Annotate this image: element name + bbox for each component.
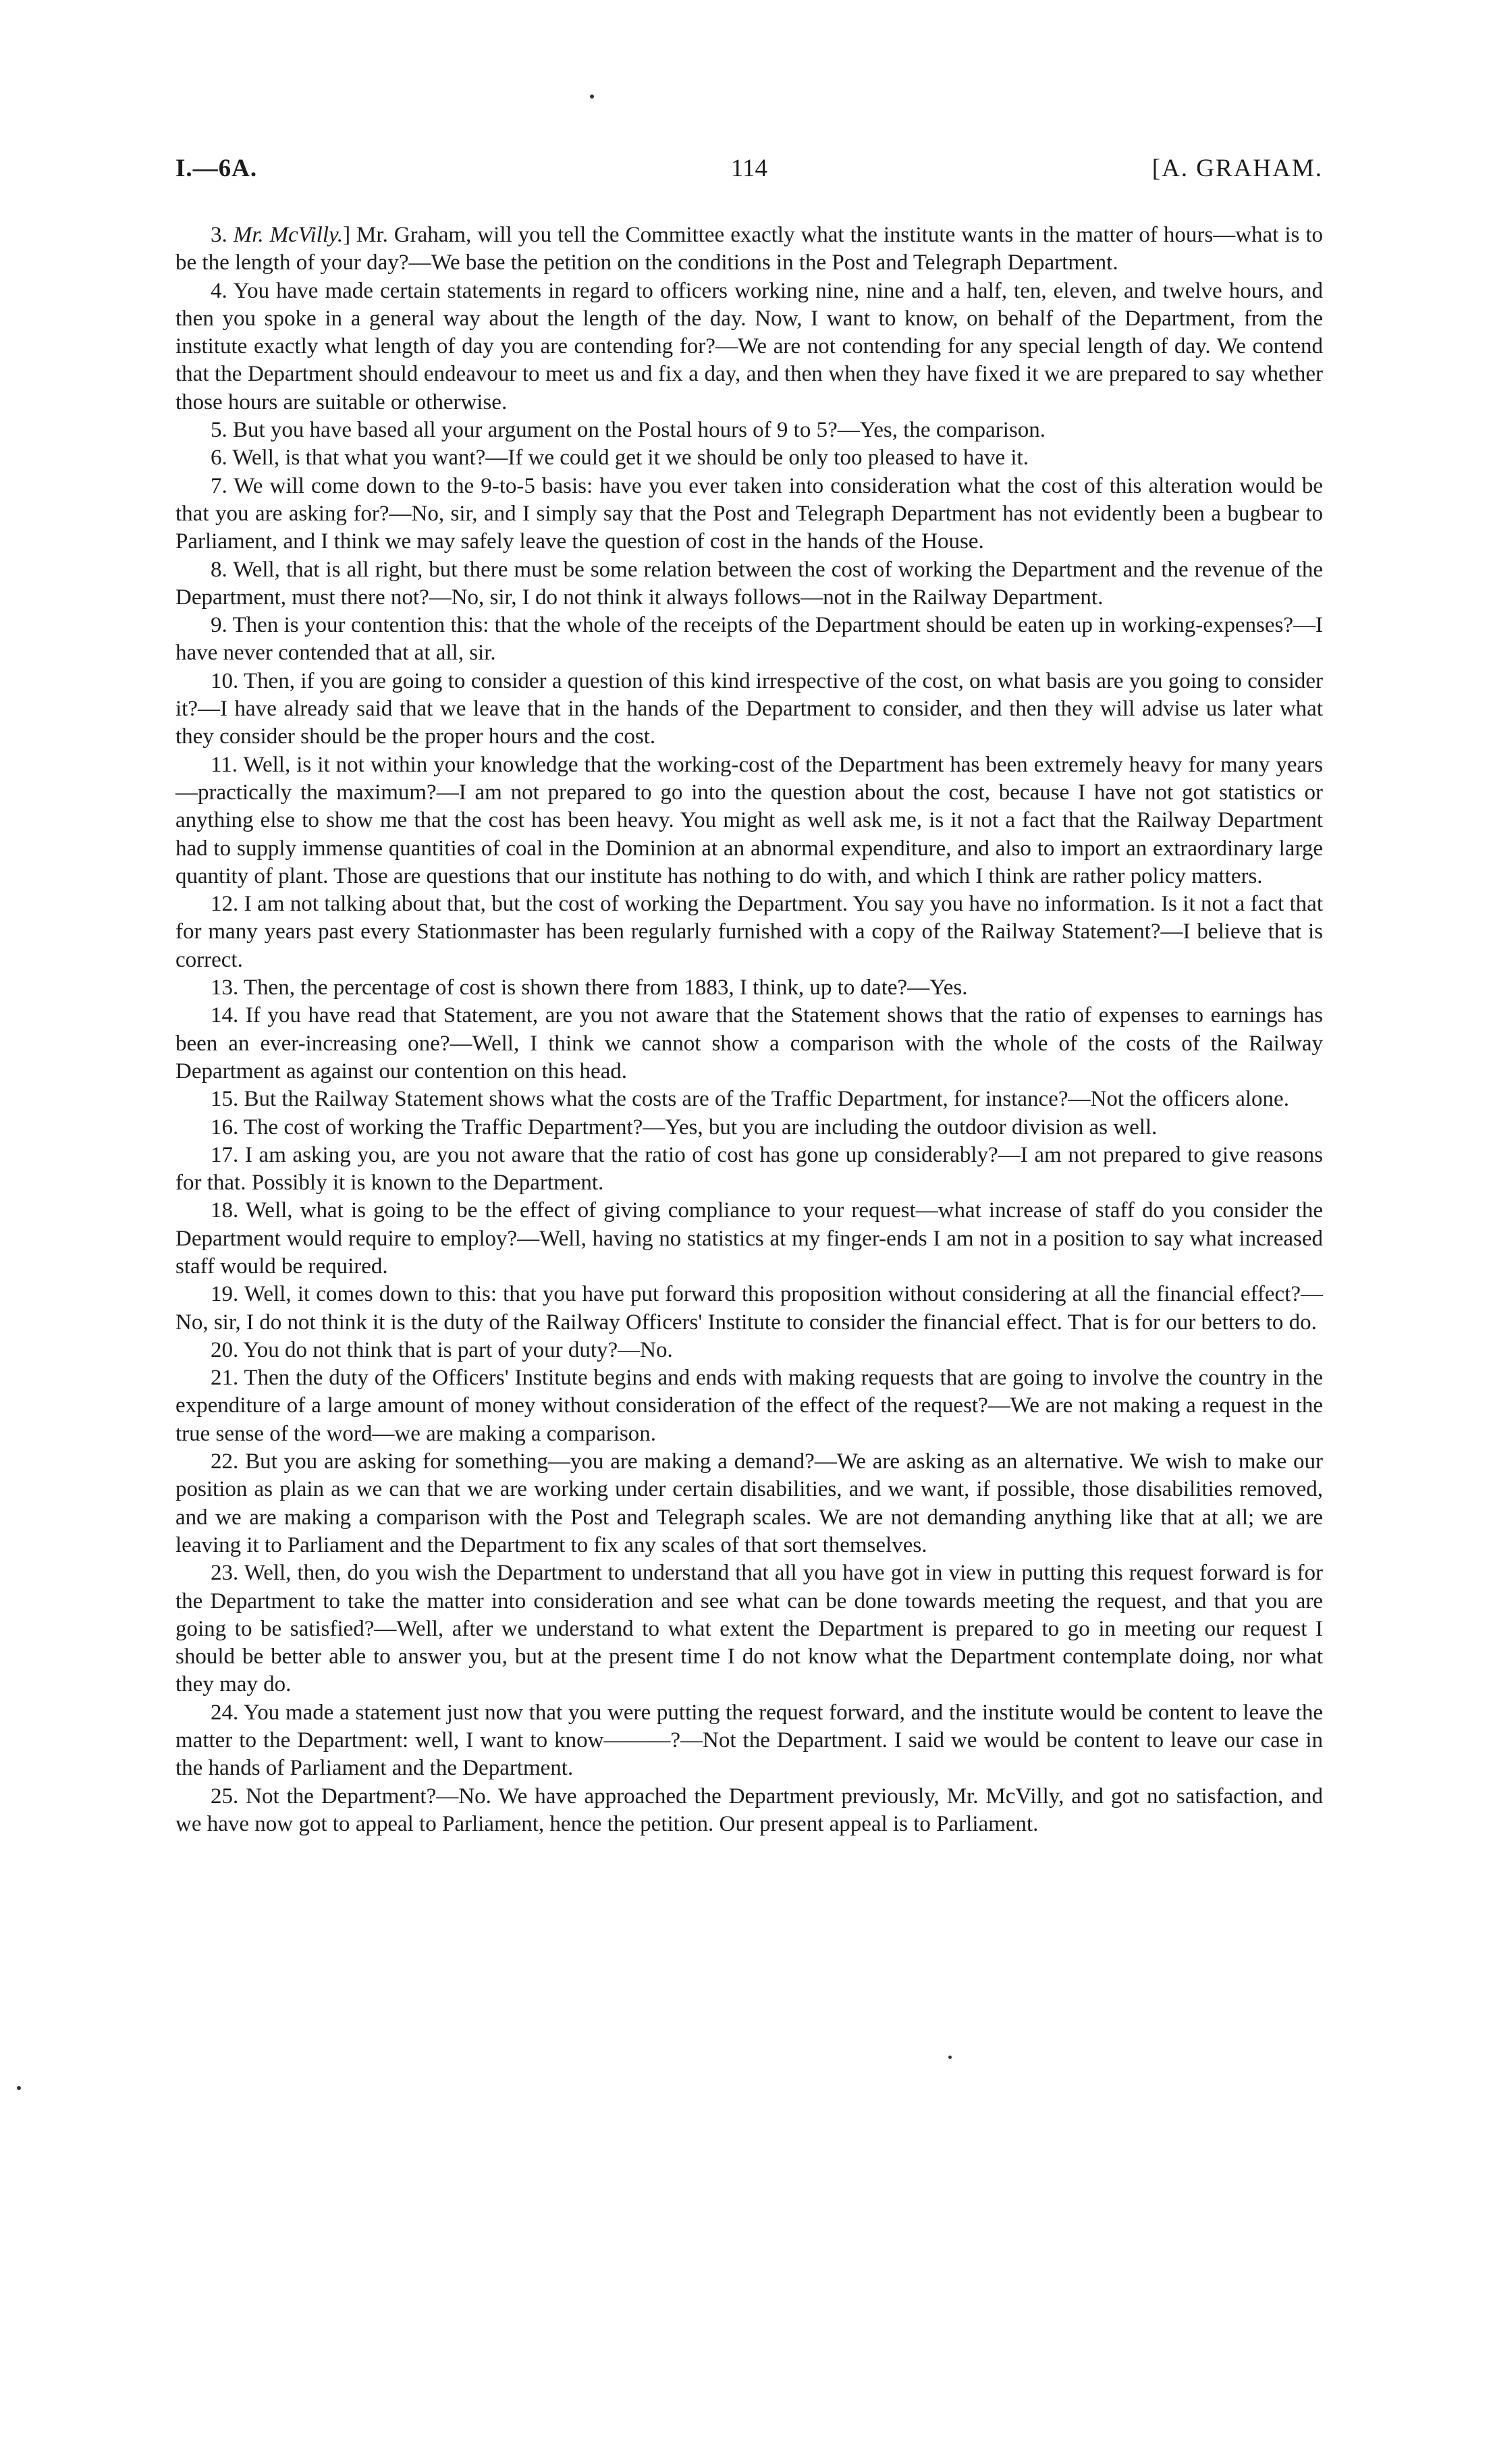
document-page <box>175 0 1323 2464</box>
evidence-text <box>175 221 1323 1838</box>
question-answer-paragraph: 22. But you are asking for something—you are making a demand?—We are asking as an alternative. We wish to make our position as plain as we can that we are working under certain disabilities, and we want, if possible, those disabilities removed, and we are making a comparison with the Post and Telegraph scales. We are not demanding anything like that at all; we are leaving it to Parliament and the Department to fix any scales of that sort themselves. <box>175 1449 1323 1557</box>
question-answer-paragraph: 23. Well, then, do you wish the Department to understand that all you have got in view in putting this request forward is for the Department to take the matter into consideration and see what can be done towards meeting the request, and that you are going to be satisfied?—Well, after we understand to what extent the Department is prepared to go in meeting our request I should be better able to answer you, but at the present time I do not know what the Department contemplate doing, nor what they may do. <box>175 1561 1323 1697</box>
question-answer-paragraph: 13. Then, the percentage of cost is shown there from 1883, I think, up to date?—Yes. <box>211 975 968 1000</box>
speaker-name: Mr. McVilly. <box>233 223 344 247</box>
document-reference: I.—6A. <box>175 155 258 182</box>
question-answer-paragraph: 17. I am asking you, are you not aware that the ratio of cost has gone up considerably?—I am not prepared to give reasons for that. Possibly it is known to the Department. <box>175 1142 1323 1196</box>
question-answer-paragraph: 12. I am not talking about that, but the cost of working the Department. You say you have no information. Is it not a fact that for many years past every Stationmaster has been regularly furnished with a copy of the Railway Statement?—I believe that is correct. <box>175 892 1323 972</box>
question-answer-paragraph: 11. Well, is it not within your knowledge that the working-cost of the Department has been extremely heavy for many years—practically the maximum?—I am not prepared to go into the question about the cost, because I have not got statistics or anything else to show me that the cost has been heavy. You might as well ask me, is it not a fact that the Railway Department had to supply immense quantities of coal in the Dominion at an abnormal expenditure, and also to import an extraordinary large quantity of plant. Those are questions that our institute has nothing to do with, and which I think are rather policy matters. <box>175 752 1323 888</box>
question-answer-paragraph: 24. You made a statement just now that you were putting the request forward, and the institute would be content to leave the matter to the Department: well, I want to know———?—Not the Department. I said we would be content to leave our case in the hands of Parliament and the Department. <box>175 1700 1323 1781</box>
page-header <box>175 154 1323 194</box>
question-answer-paragraph: 9. Then is your contention this: that the whole of the receipts of the Department should be eaten up in working-expenses?—I have never contended that at all, sir. <box>175 613 1323 666</box>
question-answer-paragraph: 16. The cost of working the Traffic Department?—Yes, but you are including the outdoor division as well. <box>211 1115 1158 1140</box>
question-answer-paragraph: 18. Well, what is going to be the effect of giving compliance to your request—what increase of staff do you consider the Department would require to employ?—Well, having no statistics at my finger-ends I am not in a position to say what increased staff would be required. <box>175 1198 1323 1279</box>
question-answer-paragraph: 5. But you have based all your argument on the Postal hours of 9 to 5?—Yes, the comparison. <box>211 418 1046 443</box>
question-answer-paragraph: 8. Well, that is all right, but there must be some relation between the cost of working the Department and the revenue of the Department, must there not?—No, sir, I do not think it always follows—not in the Railway Department. <box>175 557 1323 610</box>
question-answer-paragraph: 14. If you have read that Statement, are you not aware that the Statement shows that the ratio of expenses to earnings has been an ever-increasing one?—Well, I think we cannot show a comparison with the whole of the costs of the Railway Department as against our contention on this head. <box>175 1003 1323 1083</box>
question-answer-paragraph: 7. We will come down to the 9-to-5 basis: have you ever taken into consideration what the cost of this alteration would be that you are asking for?—No, sir, and I simply say that the Post and Telegraph Department has not evidently been a bugbear to Parliament, and I think we may safely leave the question of cost in the hands of the House. <box>175 473 1323 554</box>
question-answer-paragraph: 15. But the Railway Statement shows what the costs are of the Traffic Department, for instance?—Not the officers alone. <box>211 1087 1289 1112</box>
witness-name: [A. GRAHAM. <box>1151 155 1323 182</box>
question-answer-paragraph: 21. Then the duty of the Officers' Institute begins and ends with making requests that are going to involve the country in the expenditure of a large amount of money without consideration of the effect of the request?—We are not making a request in the true sense of the word—we are making a comparison. <box>175 1366 1323 1446</box>
question-answer-paragraph: 3. Mr. McVilly.] Mr. Graham, will you tell the Committee exactly what the institute wants in the matter of hours—what is to be the length of your day?—We base the petition on the conditions in the Post and Telegraph Department. <box>175 223 1323 275</box>
question-answer-paragraph: 20. You do not think that is part of your duty?—No. <box>211 1337 673 1362</box>
page-number: 114 <box>730 155 768 182</box>
question-answer-paragraph: 6. Well, is that what you want?—If we could get it we should be only too pleased to have it. <box>211 446 1029 471</box>
question-answer-paragraph: 10. Then, if you are going to consider a question of this kind irrespective of the cost, on what basis are you going to consider it?—I have already said that we leave that in the hands of the Department to consider, and then they will advise us later what they consider should be the proper hours and the cost. <box>175 668 1323 749</box>
question-answer-paragraph: 4. You have made certain statements in regard to officers working nine, nine and a half, ten, eleven, and twelve hours, and then you spoke in a general way about the length of the day. Now, I want to know, on behalf of the Department, from the institute exactly what length of day you are contending for?—We are not contending for any special length of day. We contend that the Department should endeavour to meet us and fix a day, and then when they have fixed it we are prepared to say whether those hours are suitable or otherwise. <box>175 278 1323 414</box>
question-answer-paragraph: 25. Not the Department?—No. We have approached the Department previously, Mr. McVilly, and got no satisfaction, and we have now got to appeal to Parliament, hence the petition. Our present appeal is to Parliament. <box>175 1784 1323 1836</box>
scan-speck <box>17 2086 21 2090</box>
question-answer-paragraph: 19. Well, it comes down to this: that you have put forward this proposition without considering at all the financial effect?—No, sir, I do not think it is the duty of the Railway Officers' Institute to consider the financial effect. That is for our betters to do. <box>175 1282 1323 1335</box>
